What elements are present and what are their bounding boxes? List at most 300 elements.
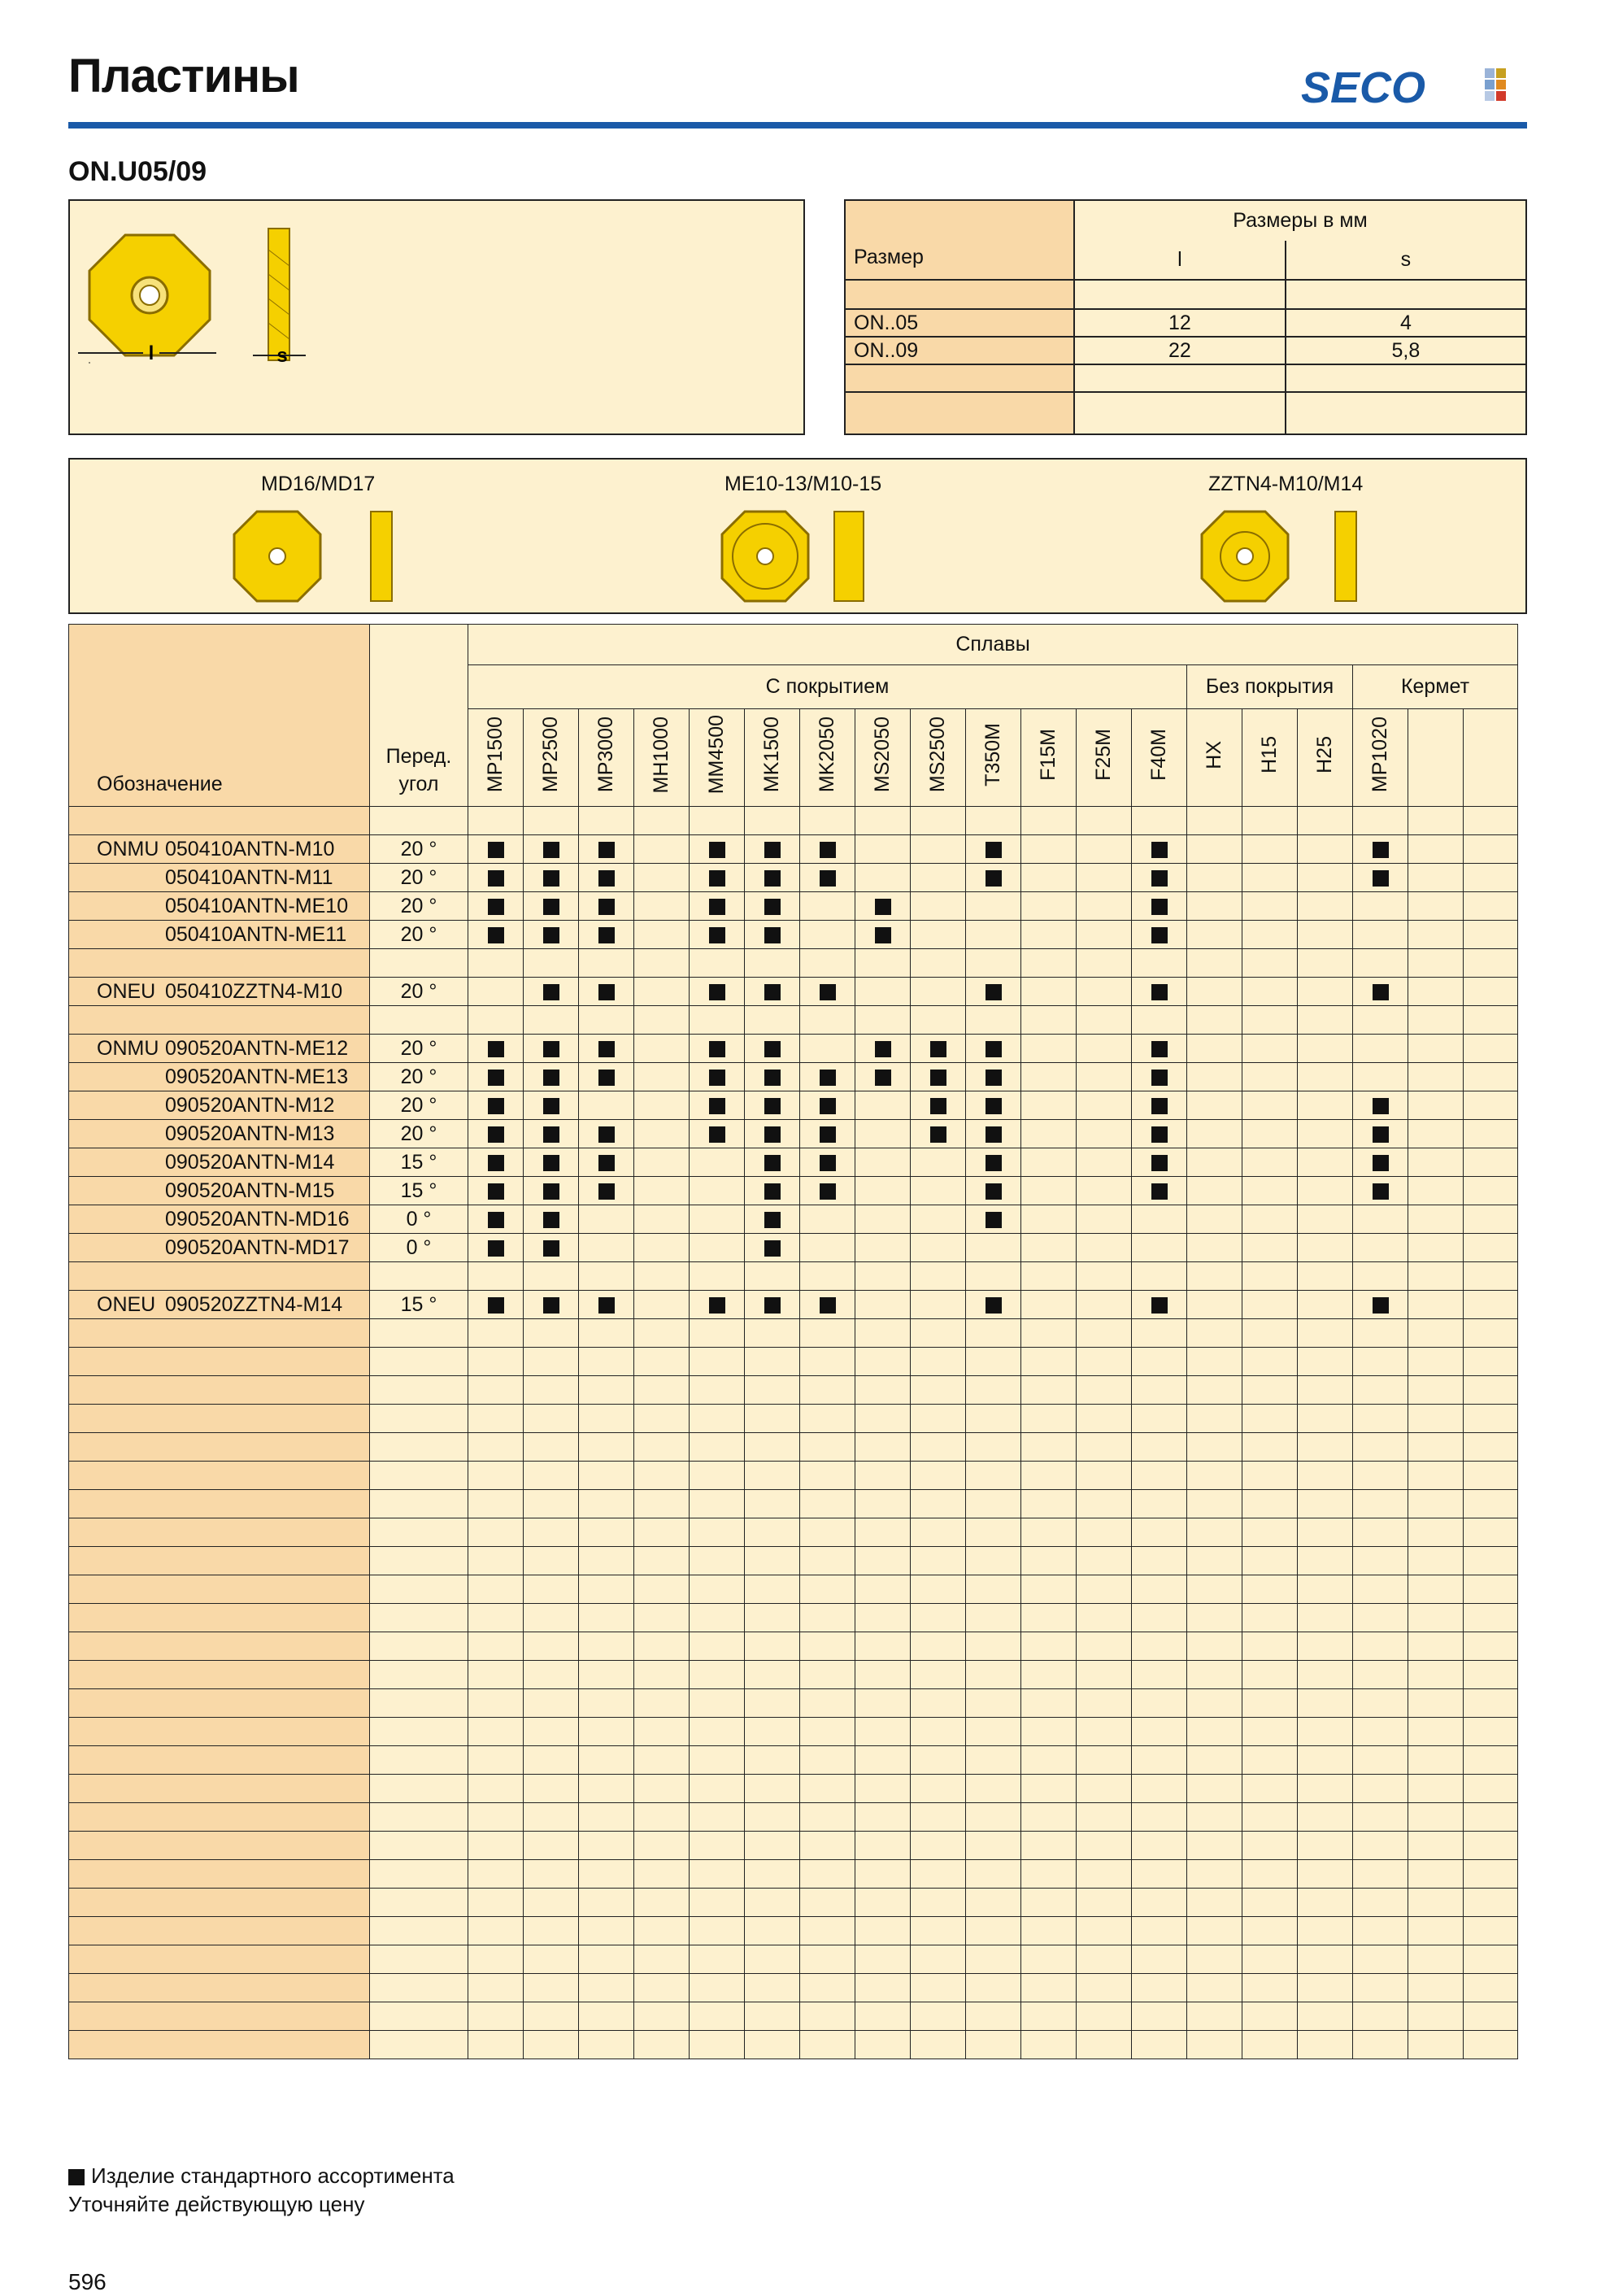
grade-cell (634, 949, 690, 978)
grade-cell (966, 1718, 1021, 1746)
grade-cell (1408, 1803, 1464, 1832)
grade-cell (1353, 864, 1408, 892)
grade-cell (1021, 1917, 1077, 1945)
standard-item-marker-icon (543, 842, 559, 858)
grade-cell (911, 1518, 966, 1547)
grade-cell (634, 1974, 690, 2002)
grade-cell (855, 835, 911, 864)
grade-cell (966, 1632, 1021, 1661)
standard-item-marker-icon (598, 870, 615, 887)
angle-cell (370, 1433, 468, 1462)
grade-cell (911, 1262, 966, 1291)
grade-cell (1298, 1689, 1353, 1718)
grade-cell (524, 1205, 579, 1234)
grade-cell (524, 1746, 579, 1775)
standard-item-marker-icon (764, 1070, 781, 1086)
designation-cell: ONEU 050410ZZTN4-M10 (69, 978, 370, 1006)
grade-cell (468, 807, 524, 835)
grade-cell (745, 1462, 800, 1490)
grade-cell (966, 892, 1021, 921)
grade-cell (855, 1462, 911, 1490)
angle-cell: 20 ° (370, 864, 468, 892)
designation-cell (69, 1889, 370, 1917)
grade-cell (966, 1006, 1021, 1035)
grade-cell (911, 1490, 966, 1518)
grade-cell (579, 892, 634, 921)
grade-cell (911, 1803, 966, 1832)
grade-cell (634, 864, 690, 892)
grade-header: MP2500 (524, 709, 579, 807)
grade-cell (1132, 1945, 1187, 1974)
grade-cell (1132, 1462, 1187, 1490)
grade-header: HX (1187, 709, 1242, 807)
grade-cell (1298, 864, 1353, 892)
designation-cell (69, 807, 370, 835)
grade-cell (1077, 1348, 1132, 1376)
grade-cell (1464, 1832, 1518, 1860)
grade-cell (745, 1917, 800, 1945)
grade-cell (911, 1376, 966, 1405)
grade-cell (1077, 1860, 1132, 1889)
standard-item-marker-icon (764, 899, 781, 915)
grade-cell (579, 1860, 634, 1889)
grade-cell (1353, 1775, 1408, 1803)
angle-cell: 0 ° (370, 1234, 468, 1262)
grade-cell (1187, 1319, 1242, 1348)
grade-cell (911, 1945, 966, 1974)
grade-cell (1077, 1433, 1132, 1462)
grade-cell (1298, 1063, 1353, 1091)
empty-row (69, 1604, 1518, 1632)
designation-cell: 090520ANTN-M15 (69, 1177, 370, 1205)
grade-cell (1021, 949, 1077, 978)
grade-cell (800, 1860, 855, 1889)
dim-s-label: s (276, 345, 288, 367)
grade-cell (745, 835, 800, 864)
standard-item-marker-icon (598, 1183, 615, 1200)
grade-cell (1353, 1348, 1408, 1376)
grade-cell (966, 949, 1021, 978)
grade-cell (634, 1063, 690, 1091)
angle-cell: 15 ° (370, 1291, 468, 1319)
empty-row (69, 1319, 1518, 1348)
grade-cell (579, 807, 634, 835)
grade-cell (579, 978, 634, 1006)
grade-cell (911, 1832, 966, 1860)
sizes-col-s: s (1286, 241, 1526, 280)
grade-cell (800, 1575, 855, 1604)
grade-cell (634, 892, 690, 921)
designation-cell (69, 1348, 370, 1376)
grade-cell (911, 1035, 966, 1063)
grade-cell (1353, 1376, 1408, 1405)
grade-cell (1187, 921, 1242, 949)
grade-cell (1298, 1632, 1353, 1661)
grade-cell (1298, 1575, 1353, 1604)
grade-cell (966, 1462, 1021, 1490)
grade-cell (745, 1860, 800, 1889)
angle-cell: 15 ° (370, 1177, 468, 1205)
grade-cell (800, 1234, 855, 1262)
grade-cell (800, 1632, 855, 1661)
grade-cell (1132, 1832, 1187, 1860)
grade-cell (1187, 949, 1242, 978)
angle-cell: 20 ° (370, 921, 468, 949)
grade-cell (468, 892, 524, 921)
grade-cell (855, 1148, 911, 1177)
grade-cell (524, 1376, 579, 1405)
grade-cell (1464, 1177, 1518, 1205)
grade-cell (690, 1177, 745, 1205)
empty-row (69, 1945, 1518, 1974)
grade-cell (690, 1803, 745, 1832)
grade-cell (1132, 1319, 1187, 1348)
grade-cell (800, 1006, 855, 1035)
grade-cell (1021, 1433, 1077, 1462)
angle-cell (370, 2002, 468, 2031)
grade-cell (1464, 1689, 1518, 1718)
grade-cell (690, 1291, 745, 1319)
standard-item-marker-icon (875, 899, 891, 915)
grade-cell (524, 2031, 579, 2059)
grade-cell (966, 1604, 1021, 1632)
grade-cell (1077, 1177, 1132, 1205)
grade-cell (1464, 1063, 1518, 1091)
grade-cell (1353, 1746, 1408, 1775)
standard-item-marker-icon (1373, 1098, 1389, 1114)
grade-cell (1021, 1974, 1077, 2002)
grade-cell (911, 1120, 966, 1148)
grade-cell (800, 1120, 855, 1148)
grade-cell (524, 1148, 579, 1177)
standard-item-marker-icon (1151, 870, 1168, 887)
grade-cell (1353, 835, 1408, 864)
grade-cell (1132, 1120, 1187, 1148)
grade-cell (1187, 1376, 1242, 1405)
grade-cell (1408, 1234, 1464, 1262)
standard-item-marker-icon (543, 1041, 559, 1057)
standard-item-marker-icon (986, 984, 1002, 1000)
header-rule (68, 122, 1527, 129)
grade-cell (911, 1148, 966, 1177)
grade-cell (690, 949, 745, 978)
standard-item-marker-icon (709, 1297, 725, 1314)
grade-cell (1021, 892, 1077, 921)
angle-cell: 20 ° (370, 1091, 468, 1120)
grade-cell (634, 2031, 690, 2059)
grade-cell (911, 1177, 966, 1205)
grade-cell (1408, 1689, 1464, 1718)
standard-item-marker-icon (1373, 870, 1389, 887)
size-name: ON..09 (845, 337, 1074, 364)
grade-cell (468, 1547, 524, 1575)
grade-cell (1077, 1689, 1132, 1718)
grade-cell (1187, 1661, 1242, 1689)
profile-label: MD16/MD17 (261, 473, 376, 495)
grade-cell (1353, 1945, 1408, 1974)
standard-item-marker-icon (986, 1212, 1002, 1228)
standard-item-marker-icon (930, 1098, 946, 1114)
grade-cell (911, 1689, 966, 1718)
grade-cell (1353, 1035, 1408, 1063)
grade-cell (855, 1518, 911, 1547)
grade-cell (1408, 1035, 1464, 1063)
grade-cell (634, 1832, 690, 1860)
grade-cell (911, 1604, 966, 1632)
grade-cell (800, 1091, 855, 1120)
grade-cell (1353, 1575, 1408, 1604)
angle-cell: 20 ° (370, 892, 468, 921)
grade-cell (1353, 1433, 1408, 1462)
standard-item-marker-icon (709, 870, 725, 887)
grade-cell (1021, 1547, 1077, 1575)
grade-cell (855, 1889, 911, 1917)
grade-cell (855, 1433, 911, 1462)
grade-cell (1298, 1860, 1353, 1889)
grade-cell (1298, 1775, 1353, 1803)
grade-cell (468, 1775, 524, 1803)
grade-cell (468, 1234, 524, 1262)
grade-cell (745, 864, 800, 892)
grade-cell (1187, 1917, 1242, 1945)
standard-item-marker-icon (543, 870, 559, 887)
grade-cell (1242, 2002, 1298, 2031)
grade-cell (1077, 1974, 1132, 2002)
grade-cell (1132, 807, 1187, 835)
grade-cell (634, 1490, 690, 1518)
angle-cell (370, 1889, 468, 1917)
grade-cell (634, 1889, 690, 1917)
grade-cell (1353, 1291, 1408, 1319)
grade-cell (1298, 1376, 1353, 1405)
grade-cell (745, 1205, 800, 1234)
grade-cell (911, 1746, 966, 1775)
grade-cell (1408, 1490, 1464, 1518)
empty-row (69, 1575, 1518, 1604)
grade-cell (1464, 1120, 1518, 1148)
grade-cell (690, 1205, 745, 1234)
table-row (69, 1120, 1518, 1148)
grade-cell (855, 1262, 911, 1291)
grade-cell (745, 1974, 800, 2002)
grade-cell (1242, 1490, 1298, 1518)
grade-cell (634, 1661, 690, 1689)
grade-cell (1132, 1604, 1187, 1632)
grade-cell (966, 1518, 1021, 1547)
grade-cell (1242, 1120, 1298, 1148)
grade-cell (1077, 1234, 1132, 1262)
grade-cell (1021, 1205, 1077, 1234)
angle-cell: 15 ° (370, 1148, 468, 1177)
grade-cell (1408, 1775, 1464, 1803)
grade-cell (911, 835, 966, 864)
grade-cell (1464, 1234, 1518, 1262)
grade-cell (1242, 1661, 1298, 1689)
grade-cell (1187, 1945, 1242, 1974)
grade-cell (634, 1205, 690, 1234)
grade-cell (524, 1718, 579, 1746)
grade-cell (1298, 1091, 1353, 1120)
grade-cell (1464, 807, 1518, 835)
col-designation: Обозначение (69, 625, 370, 807)
grade-cell (800, 807, 855, 835)
grade-cell (579, 1433, 634, 1462)
grade-cell (468, 2031, 524, 2059)
grade-cell (1242, 1632, 1298, 1661)
grade-cell (1132, 1661, 1187, 1689)
grade-cell (1187, 1803, 1242, 1832)
grade-header: F15M (1021, 709, 1077, 807)
grade-cell (1464, 1775, 1518, 1803)
size-l: 22 (1074, 337, 1286, 364)
grade-cell (524, 1234, 579, 1262)
grade-cell (579, 1632, 634, 1661)
grade-cell (800, 1035, 855, 1063)
standard-item-marker-icon (1373, 842, 1389, 858)
grade-cell (1187, 2002, 1242, 2031)
table-row (69, 892, 1518, 921)
grade-cell (579, 1063, 634, 1091)
grade-cell (800, 1945, 855, 1974)
grade-cell (745, 1177, 800, 1205)
grade-cell (1353, 1262, 1408, 1291)
grade-cell (966, 1035, 1021, 1063)
grade-cell (800, 892, 855, 921)
grade-cell (1021, 1604, 1077, 1632)
grade-cell (1464, 1518, 1518, 1547)
grade-cell (800, 1490, 855, 1518)
grade-cell (690, 1917, 745, 1945)
grade-cell (524, 1063, 579, 1091)
designation-cell (69, 2031, 370, 2059)
grade-cell (1464, 1291, 1518, 1319)
grade-cell (524, 864, 579, 892)
grade-cell (1242, 1575, 1298, 1604)
grade-header-empty (1408, 709, 1464, 807)
grade-cell (1077, 807, 1132, 835)
grade-cell (468, 1376, 524, 1405)
grade-cell (524, 1120, 579, 1148)
grade-cell (1353, 1177, 1408, 1205)
grade-cell (634, 1746, 690, 1775)
grade-cell (1464, 1462, 1518, 1490)
grade-cell (634, 1860, 690, 1889)
grade-cell (524, 1177, 579, 1205)
standard-item-marker-icon (820, 1297, 836, 1314)
grade-cell (579, 1718, 634, 1746)
grade-header: MP3000 (579, 709, 634, 807)
grade-cell (1353, 1832, 1408, 1860)
grade-cell (855, 1718, 911, 1746)
grade-cell (1077, 835, 1132, 864)
grade-cell (579, 1148, 634, 1177)
grade-header: F40M (1132, 709, 1187, 807)
grade-cell (1132, 1091, 1187, 1120)
grade-cell (579, 1803, 634, 1832)
grade-cell (579, 1376, 634, 1405)
grade-cell (524, 1405, 579, 1433)
standard-item-marker-icon (1151, 1070, 1168, 1086)
grade-cell (468, 1974, 524, 2002)
grade-cell (579, 1262, 634, 1291)
grade-cell (1077, 1319, 1132, 1348)
grade-cell (468, 835, 524, 864)
grade-cell (1298, 835, 1353, 864)
grade-cell (634, 978, 690, 1006)
grade-cell (1464, 1632, 1518, 1661)
grade-header: MK2050 (800, 709, 855, 807)
grade-cell (634, 1604, 690, 1632)
grade-cell (800, 949, 855, 978)
grade-cell (1242, 1746, 1298, 1775)
grade-cell (1077, 1803, 1132, 1832)
grade-cell (745, 1006, 800, 1035)
grade-cell (1408, 1006, 1464, 1035)
grade-cell (1353, 2031, 1408, 2059)
grade-cell (524, 978, 579, 1006)
grade-cell (1021, 1860, 1077, 1889)
grade-cell (579, 1689, 634, 1718)
grade-cell (745, 1803, 800, 1832)
grade-cell (1464, 1746, 1518, 1775)
grade-cell (524, 807, 579, 835)
grade-cell (1132, 1063, 1187, 1091)
size-s: 4 (1286, 309, 1526, 337)
grade-cell (1021, 1889, 1077, 1917)
grade-cell (524, 1917, 579, 1945)
grade-cell (579, 949, 634, 978)
standard-item-marker-icon (709, 1070, 725, 1086)
grade-cell (1298, 1661, 1353, 1689)
grade-cell (855, 1291, 911, 1319)
footnote-standard-text: Изделие стандартного ассортимента (91, 2163, 455, 2188)
grade-cell (1408, 1177, 1464, 1205)
grade-cell (468, 864, 524, 892)
grade-cell (1353, 1689, 1408, 1718)
grade-cell (579, 2031, 634, 2059)
grade-cell (1187, 1547, 1242, 1575)
standard-item-marker-icon (598, 984, 615, 1000)
grade-cell (1464, 978, 1518, 1006)
grade-cell (855, 1746, 911, 1775)
grade-cell (1242, 1917, 1298, 1945)
grade-cell (1187, 1035, 1242, 1063)
grade-cell (966, 1291, 1021, 1319)
grade-cell (524, 1518, 579, 1547)
grade-cell (1298, 1803, 1353, 1832)
grade-cell (690, 1974, 745, 2002)
grade-cell (1077, 1746, 1132, 1775)
grade-cell (1187, 1405, 1242, 1433)
grade-cell (1464, 1860, 1518, 1889)
grade-cell (1464, 1348, 1518, 1376)
standard-item-marker-icon (764, 842, 781, 858)
grade-cell (966, 1319, 1021, 1348)
grade-cell (1132, 1177, 1187, 1205)
grade-cell (634, 1518, 690, 1547)
grade-cell (1464, 864, 1518, 892)
grade-cell (1408, 1205, 1464, 1234)
grade-cell (855, 1860, 911, 1889)
designation-cell (69, 1775, 370, 1803)
grade-cell (1242, 1405, 1298, 1433)
angle-cell (370, 1718, 468, 1746)
grade-cell (855, 1063, 911, 1091)
grade-cell (745, 1091, 800, 1120)
grade-cell (579, 1405, 634, 1433)
standard-item-marker-icon (488, 1098, 504, 1114)
grade-cell (1077, 1604, 1132, 1632)
